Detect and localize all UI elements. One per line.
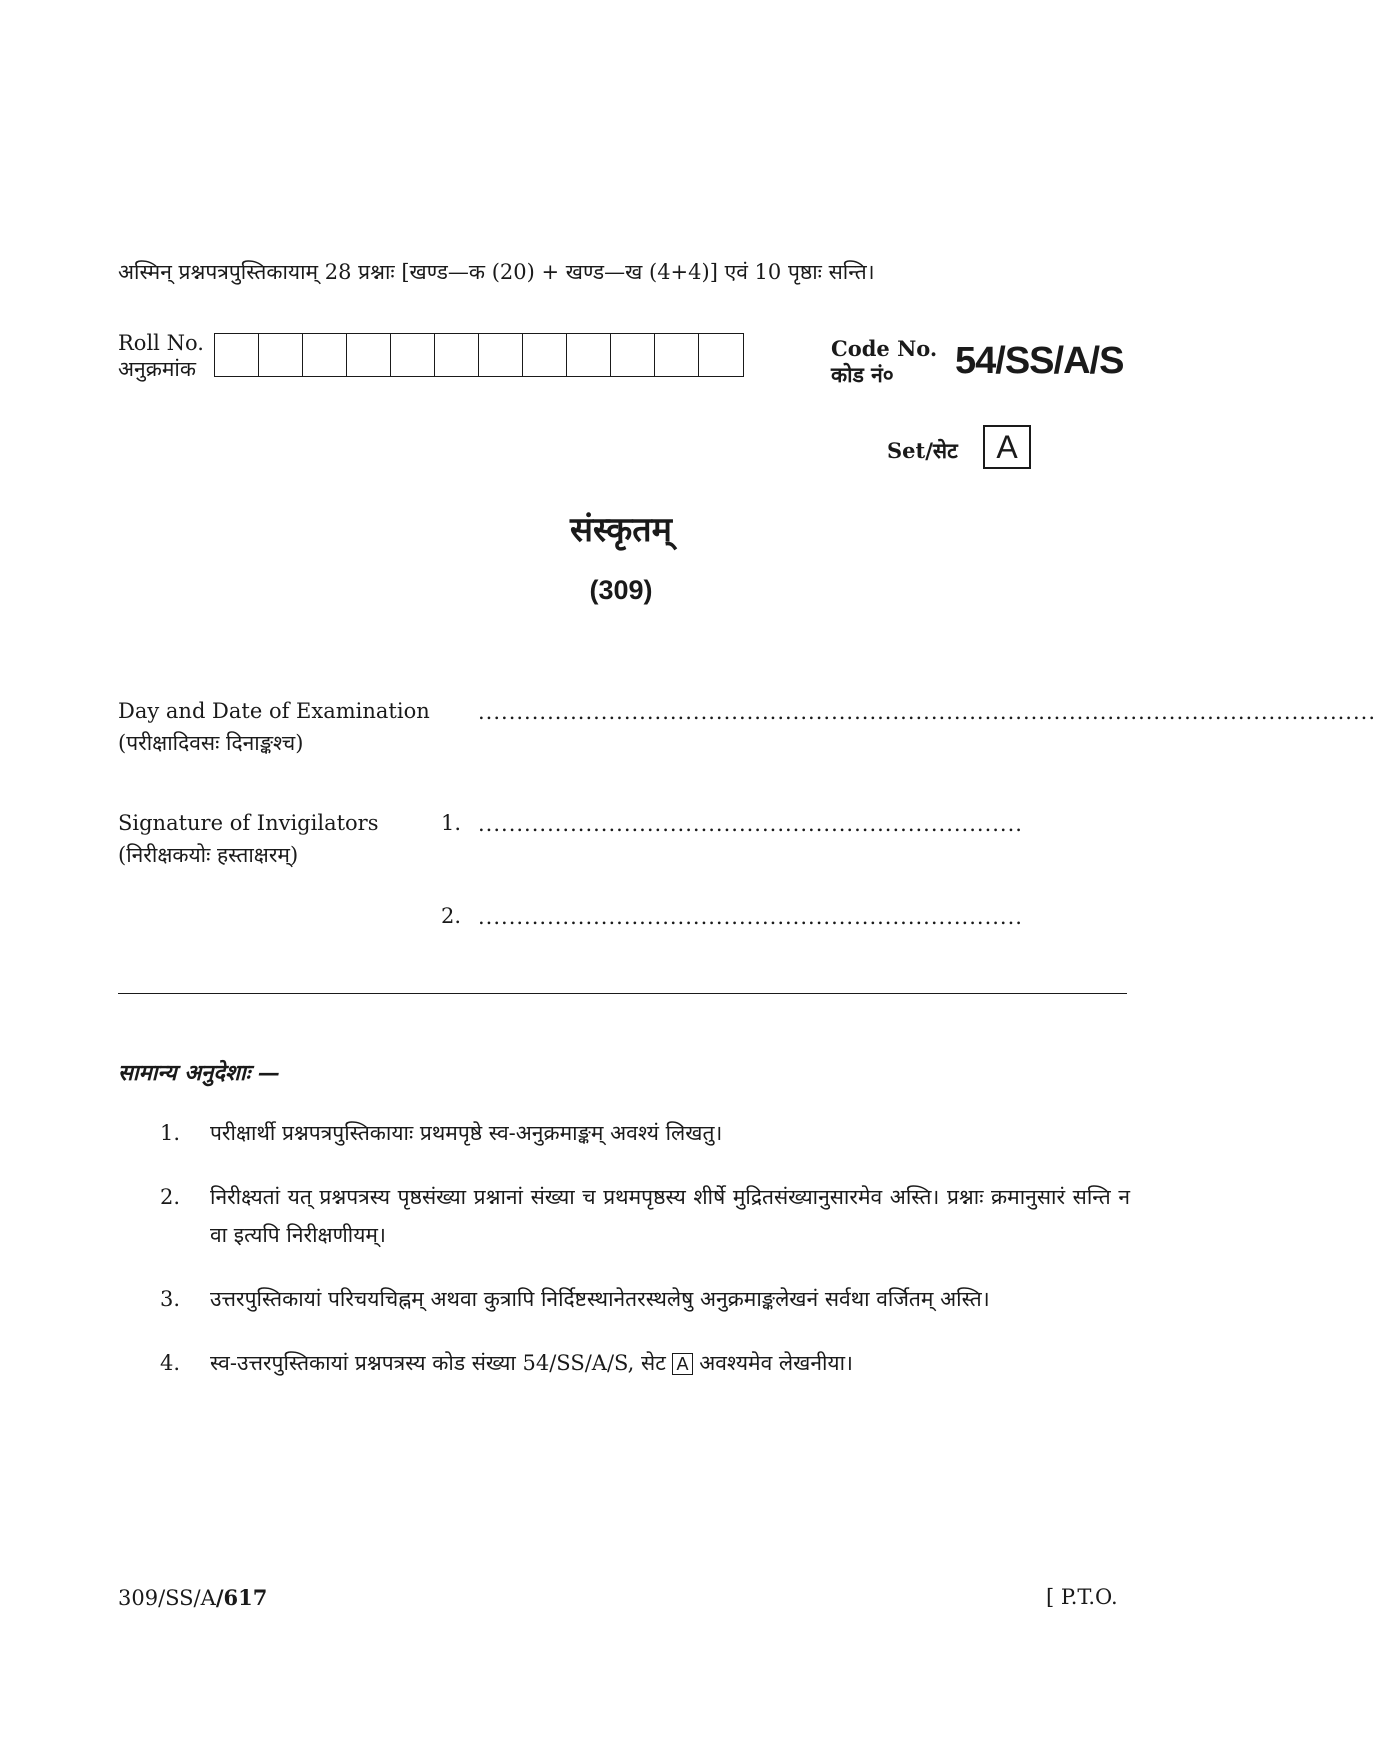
exam-date-label <box>118 695 430 759</box>
pto-label: [ P.T.O. <box>1046 1585 1118 1609</box>
paper-code-plain: 309/SS/A <box>118 1586 216 1610</box>
set-inline-box: A <box>672 1353 692 1375</box>
instruction-item <box>160 1178 1130 1254</box>
roll-number-cell[interactable] <box>303 334 347 376</box>
code-label-hi: कोड नं० <box>831 362 894 387</box>
roll-label-en: Roll No. <box>118 331 204 355</box>
invigilator-2-number: 2. <box>441 904 462 928</box>
roll-number-cell[interactable] <box>435 334 479 376</box>
instruction-number: 2. <box>160 1185 181 1209</box>
roll-number-cell[interactable] <box>611 334 655 376</box>
roll-number-cell[interactable] <box>479 334 523 376</box>
code-number-label <box>831 336 937 388</box>
invigilator-label <box>118 807 378 871</box>
section-divider <box>118 993 1127 994</box>
exam-date-label-hi: (परीक्षादिवसः दिनाङ्कश्च) <box>118 731 304 755</box>
instruction-number: 4. <box>160 1351 181 1375</box>
roll-number-cell[interactable] <box>391 334 435 376</box>
subject-title: संस्कृतम् <box>569 510 673 550</box>
subject-code: (309) <box>589 575 653 605</box>
instruction-number: 3. <box>160 1287 181 1311</box>
invigilator-2-signature-field[interactable]: ....................................................................... <box>478 905 1023 929</box>
invigilator-1-number: 1. <box>441 811 462 835</box>
set-label: Set/सेट <box>887 438 958 463</box>
roll-number-cell[interactable] <box>215 334 259 376</box>
instructions-title: सामान्य अनुदेशाः — <box>118 1060 280 1086</box>
instruction-text-after: अवश्यमेव लेखनीया। <box>699 1351 854 1375</box>
paper-code-bold: /617 <box>215 1585 268 1610</box>
invigilator-label-hi: (निरीक्षकयोः हस्ताक्षरम्) <box>118 843 299 867</box>
instruction-item <box>160 1114 1130 1152</box>
roll-number-cell[interactable] <box>655 334 699 376</box>
instruction-text: परीक्षार्थी प्रश्नपत्रपुस्तिकायाः प्रथमपृष्ठे स्व-अनुक्रमाङ्कम् अवश्यं लिखतु। <box>210 1121 723 1145</box>
set-value-box: A <box>983 425 1031 469</box>
roll-number-label <box>118 330 204 382</box>
exam-date-label-en: Day and Date of Examination <box>118 699 430 723</box>
exam-date-field[interactable]: ..................................................................................................................... <box>478 700 1376 724</box>
instruction-text: निरीक्ष्यतां यत् प्रश्नपत्रस्य पृष्ठसंख्या प्रश्नानां संख्या च प्रथमपृष्ठस्य शीर्षे मुद्रितसंख्यानुसारमेव अस्ति। प्रश्नाः क्रमानुसारं सन्ति न वा इत्यपि निरीक्षणीयम्। <box>210 1185 1130 1247</box>
instruction-number: 1. <box>160 1121 181 1145</box>
instruction-text: उत्तरपुस्तिकायां परिचयचिह्नम् अथवा कुत्रापि निर्दिष्टस्थानेतरस्थलेषु अनुक्रमाङ्कलेखनं सर्वथा वर्जितम् अस्ति। <box>210 1287 990 1311</box>
roll-number-cell[interactable] <box>699 334 743 376</box>
instruction-text <box>210 1344 1130 1382</box>
roll-number-cell[interactable] <box>259 334 303 376</box>
roll-label-hi: अनुक्रमांक <box>118 357 196 381</box>
roll-number-cell[interactable] <box>523 334 567 376</box>
invigilator-label-en: Signature of Invigilators <box>118 811 379 835</box>
instruction-item <box>160 1344 1130 1382</box>
roll-number-cell[interactable] <box>567 334 611 376</box>
question-count-info: अस्मिन् प्रश्नपत्रपुस्तिकायाम् 28 प्रश्नाः [खण्ड—क (20) + खण्ड—ख (4+4)] एवं 10 पृष्ठाः सन्ति। <box>118 260 875 284</box>
invigilator-1-signature-field[interactable]: ....................................................................... <box>478 812 1023 836</box>
instruction-item <box>160 1280 1130 1318</box>
instruction-text-before: स्व-उत्तरपुस्तिकायां प्रश्नपत्रस्य कोड संख्या 54/SS/A/S, सेट <box>210 1351 666 1375</box>
code-label-en: Code No. <box>831 336 938 361</box>
roll-number-boxes[interactable] <box>214 333 744 377</box>
code-number-value: 54/SS/A/S <box>955 340 1124 382</box>
roll-number-cell[interactable] <box>347 334 391 376</box>
paper-code-footer <box>118 1585 267 1610</box>
